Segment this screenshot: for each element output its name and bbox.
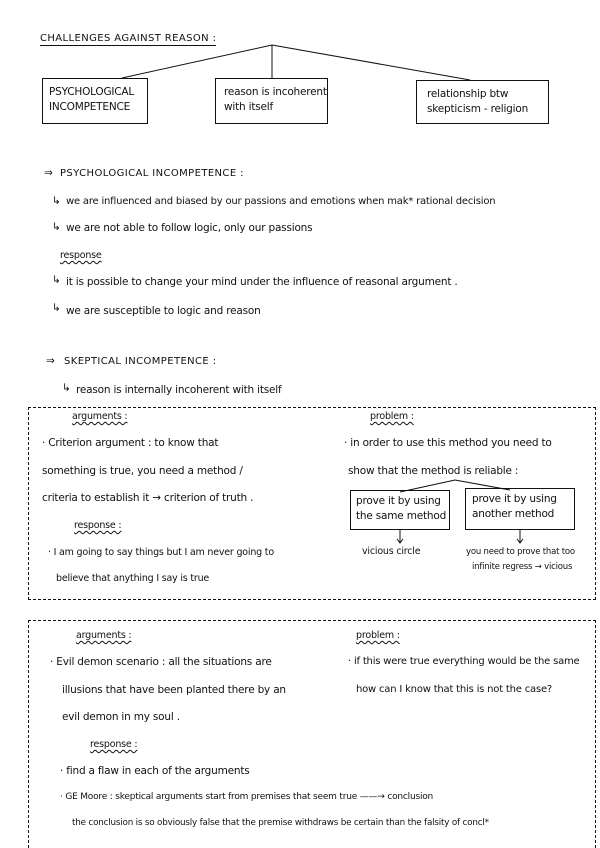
problem-label: problem : <box>356 630 400 641</box>
branch-line: prove it by using <box>356 495 441 507</box>
topic-box-psychological <box>42 78 148 124</box>
response-label: response <box>60 250 102 261</box>
implies-arrow-icon: ⇒ <box>46 355 55 367</box>
topic-box-relationship <box>416 80 549 124</box>
branch-box-another-method <box>465 488 575 530</box>
topic-box-line: skepticism - religion <box>427 103 529 115</box>
implies-arrow-icon: ⇒ <box>44 167 53 179</box>
argument-line: · Evil demon scenario : all the situations are <box>50 656 272 668</box>
psych-point: we are influenced and biased by our passions and emotions when mak* rational decision <box>66 196 496 207</box>
sub-arrow-icon: ↳ <box>52 195 61 207</box>
response-line: · GE Moore : skeptical arguments start from premises that seem true ——→ conclusion <box>60 792 434 802</box>
argument-line: criteria to establish it → criterion of truth . <box>42 492 254 504</box>
argument-line: something is true, you need a method / <box>42 465 243 477</box>
topic-box-line: reason is incoherent <box>224 86 327 98</box>
result-regress-line: infinite regress → vicious <box>472 562 573 572</box>
branch-line: the same method <box>356 510 447 522</box>
argument-line: evil demon in my soul . <box>62 711 180 723</box>
sub-arrow-icon: ↳ <box>62 382 71 394</box>
topic-box-line: relationship btw <box>427 88 509 100</box>
problem-line: show that the method is reliable : <box>348 465 519 477</box>
argument-line: · Criterion argument : to know that <box>42 437 219 449</box>
branch-line: prove it by using <box>472 493 557 505</box>
problem-line: · if this were true everything would be the same <box>348 656 580 667</box>
page-title: CHALLENGES AGAINST REASON : <box>40 33 217 44</box>
problem-line: how can I know that this is not the case? <box>356 684 553 695</box>
topic-box-line: INCOMPETENCE <box>49 101 131 113</box>
evil-demon-box <box>28 620 596 848</box>
response-line: the conclusion is so obviously false that the premise withdraws be certain than the falsity of concl* <box>72 818 489 828</box>
response-line: · find a flaw in each of the arguments <box>60 765 250 777</box>
response-label: response : <box>74 520 122 531</box>
section-heading-skeptical: SKEPTICAL INCOMPETENCE : <box>64 356 217 367</box>
result-regress-line: you need to prove that too <box>466 547 575 557</box>
problem-line: · in order to use this method you need to <box>344 437 552 449</box>
sub-arrow-icon: ↳ <box>52 221 61 233</box>
psych-response: we are susceptible to logic and reason <box>66 305 261 317</box>
response-label: response : <box>90 739 138 750</box>
branch-box-same-method <box>350 490 450 530</box>
argument-line: illusions that have been planted there by an <box>62 684 286 696</box>
topic-box-line: with itself <box>224 101 273 113</box>
arguments-label: arguments : <box>72 411 128 422</box>
sub-arrow-icon: ↳ <box>52 274 61 286</box>
result-vicious-circle: vicious circle <box>362 546 421 557</box>
branch-line: another method <box>472 508 555 520</box>
arguments-label: arguments : <box>76 630 132 641</box>
response-line: · I am going to say things but I am never going to <box>48 547 274 558</box>
response-line: believe that anything I say is true <box>56 573 210 584</box>
section-heading-psychological: PSYCHOLOGICAL INCOMPETENCE : <box>60 168 244 179</box>
skeptical-point: reason is internally incoherent with itself <box>76 384 282 396</box>
sub-arrow-icon: ↳ <box>52 302 61 314</box>
problem-label: problem : <box>370 411 414 422</box>
topic-box-reason <box>215 78 328 124</box>
psych-response: it is possible to change your mind under the influence of reasonal argument . <box>66 276 458 288</box>
psych-point: we are not able to follow logic, only our passions <box>66 222 313 234</box>
topic-box-line: PSYCHOLOGICAL <box>49 86 135 98</box>
